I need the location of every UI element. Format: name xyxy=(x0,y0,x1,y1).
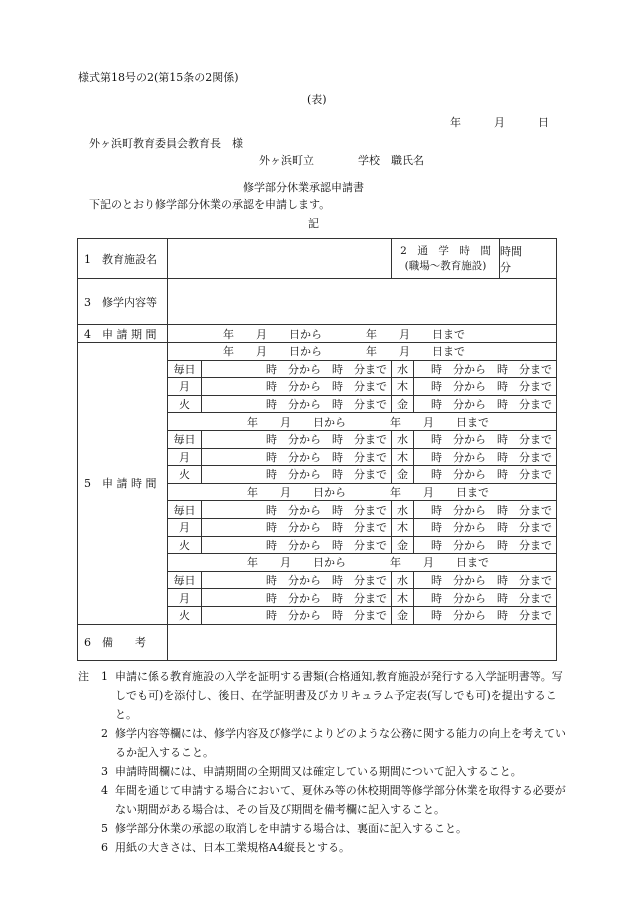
notes-section xyxy=(78,667,568,857)
time-field-right[interactable]: 時 分から 時 分まで xyxy=(414,360,557,378)
time-field-right[interactable]: 時 分から 時 分まで xyxy=(414,378,557,396)
day-label-right: 木 xyxy=(392,378,414,396)
applicant-line: 外ヶ浜町立 学校 職氏名 xyxy=(259,154,424,167)
day-label-left: 毎日 xyxy=(168,571,202,589)
day-label-right: 水 xyxy=(392,571,414,589)
day-label-left: 月 xyxy=(168,589,202,607)
addressee: 外ヶ浜町教育委員会教育長 様 xyxy=(89,137,243,150)
date-month: 月 xyxy=(494,116,505,129)
time-field-left[interactable]: 時 分から 時 分まで xyxy=(202,571,392,589)
time-block-period[interactable]: 年 月 日から 年 月 日まで xyxy=(168,483,557,501)
note-number: 6 xyxy=(101,841,108,854)
time-field-left[interactable]: 時 分から 時 分まで xyxy=(202,466,392,484)
time-field-left[interactable]: 時 分から 時 分まで xyxy=(202,536,392,554)
time-field-right[interactable]: 時 分から 時 分まで xyxy=(414,448,557,466)
ki-marker: 記 xyxy=(308,217,319,230)
time-field-left[interactable]: 時 分から 時 分まで xyxy=(202,430,392,448)
note-text: 申請に係る教育施設の入学を証明する書類(合格通知,教育施設が発行する入学証明書等。写しでも可)を添付し、後日、在学証明書及びカリキュラム予定表(写しでも可)を提出すること。 xyxy=(115,670,563,721)
time-field-right[interactable]: 時 分から 時 分まで xyxy=(414,518,557,536)
front-side-label: (表) xyxy=(307,93,327,106)
day-label-left: 月 xyxy=(168,448,202,466)
time-field-right[interactable]: 時 分から 時 分まで xyxy=(414,395,557,413)
content-field[interactable] xyxy=(168,279,557,325)
time-block-period-row xyxy=(78,343,557,361)
row-content xyxy=(78,279,557,325)
day-label-right: 水 xyxy=(392,430,414,448)
facility-label: 1 教育施設名 xyxy=(78,239,168,279)
note-item xyxy=(78,819,568,838)
intro-sentence: 下記のとおり修学部分休業の承認を申請します。 xyxy=(89,198,331,211)
time-label: 5 申 請 時 間 xyxy=(78,343,168,625)
time-field-left[interactable]: 時 分から 時 分まで xyxy=(202,448,392,466)
day-label-right: 木 xyxy=(392,448,414,466)
note-number: 4 xyxy=(101,784,108,797)
day-label-left: 毎日 xyxy=(168,430,202,448)
commute-cell xyxy=(392,239,557,279)
note-item xyxy=(78,762,568,781)
day-label-left: 火 xyxy=(168,606,202,624)
application-table xyxy=(77,238,557,661)
note-number: 2 xyxy=(101,727,108,740)
remarks-label: 6 備 考 xyxy=(78,624,168,660)
date-line xyxy=(450,114,549,130)
day-label-right: 水 xyxy=(392,501,414,519)
time-field-right[interactable]: 時 分から 時 分まで xyxy=(414,501,557,519)
note-item xyxy=(78,724,568,762)
notes-prefix: 注 xyxy=(78,670,89,683)
time-block-period[interactable]: 年 月 日から 年 月 日まで xyxy=(168,413,557,431)
period-label: 4 申 請 期 間 xyxy=(78,325,168,343)
date-year: 年 xyxy=(450,116,461,129)
facility-field[interactable] xyxy=(168,239,392,279)
day-label-left: 火 xyxy=(168,536,202,554)
time-field-left[interactable]: 時 分から 時 分まで xyxy=(202,360,392,378)
note-text: 申請時間欄には、申請期間の全期間又は確定している期間について記入すること。 xyxy=(115,765,522,778)
time-block-period[interactable]: 年 月 日から 年 月 日まで xyxy=(168,554,557,572)
commute-label xyxy=(392,239,500,278)
commute-label-line2: (職場～教育施設) xyxy=(404,259,487,272)
day-label-left: 月 xyxy=(168,378,202,396)
note-text: 修学内容等欄には、修学内容及び修学によりどのような公務に関する能力の向上を考えているか記入すること。 xyxy=(115,727,566,759)
time-field-right[interactable]: 時 分から 時 分まで xyxy=(414,571,557,589)
note-item xyxy=(78,667,568,724)
day-label-left: 火 xyxy=(168,395,202,413)
day-label-left: 月 xyxy=(168,518,202,536)
commute-value-field[interactable] xyxy=(500,239,556,278)
time-field-left[interactable]: 時 分から 時 分まで xyxy=(202,501,392,519)
day-label-right: 木 xyxy=(392,518,414,536)
day-label-right: 金 xyxy=(392,536,414,554)
day-label-right: 水 xyxy=(392,360,414,378)
document-title: 修学部分休業承認申請書 xyxy=(243,181,364,194)
time-field-left[interactable]: 時 分から 時 分まで xyxy=(202,589,392,607)
time-field-left[interactable]: 時 分から 時 分まで xyxy=(202,606,392,624)
note-text: 年間を通じて申請する場合において、夏休み等の休校期間等修学部分休業を取得する必要がない期間がある場合は、その旨及び期間を備考欄に記入すること。 xyxy=(115,784,566,816)
day-label-right: 金 xyxy=(392,395,414,413)
row-remarks xyxy=(78,624,557,660)
day-label-right: 金 xyxy=(392,606,414,624)
content-label: 3 修学内容等 xyxy=(78,279,168,325)
form-number: 様式第18号の2(第15条の2関係) xyxy=(78,71,239,84)
row-period xyxy=(78,325,557,343)
note-text: 用紙の大きさは、日本工業規格A4縦長とする。 xyxy=(115,841,350,854)
period-field[interactable]: 年 月 日から 年 月 日まで xyxy=(168,325,557,343)
time-field-right[interactable]: 時 分から 時 分まで xyxy=(414,536,557,554)
note-text: 修学部分休業の承認の取消しを申請する場合は、裏面に記入すること。 xyxy=(115,822,467,835)
time-field-left[interactable]: 時 分から 時 分まで xyxy=(202,518,392,536)
note-item xyxy=(78,781,568,819)
time-field-right[interactable]: 時 分から 時 分まで xyxy=(414,430,557,448)
time-field-left[interactable]: 時 分から 時 分まで xyxy=(202,378,392,396)
remarks-field[interactable] xyxy=(168,624,557,660)
day-label-right: 金 xyxy=(392,466,414,484)
commute-value: 時間 分 xyxy=(500,244,555,274)
day-label-left: 毎日 xyxy=(168,501,202,519)
row-facility xyxy=(78,239,557,279)
time-field-right[interactable]: 時 分から 時 分まで xyxy=(414,606,557,624)
day-label-left: 火 xyxy=(168,466,202,484)
date-day: 日 xyxy=(538,116,549,129)
time-block-period[interactable]: 年 月 日から 年 月 日まで xyxy=(168,343,557,361)
commute-label-line1: 2 通 学 時 間 xyxy=(400,244,491,257)
time-field-left[interactable]: 時 分から 時 分まで xyxy=(202,395,392,413)
note-item xyxy=(78,838,568,857)
note-number: 1 xyxy=(101,670,108,683)
day-label-left: 毎日 xyxy=(168,360,202,378)
time-field-right[interactable]: 時 分から 時 分まで xyxy=(414,589,557,607)
time-field-right[interactable]: 時 分から 時 分まで xyxy=(414,466,557,484)
note-number: 5 xyxy=(101,822,108,835)
note-number: 3 xyxy=(101,765,108,778)
day-label-right: 木 xyxy=(392,589,414,607)
